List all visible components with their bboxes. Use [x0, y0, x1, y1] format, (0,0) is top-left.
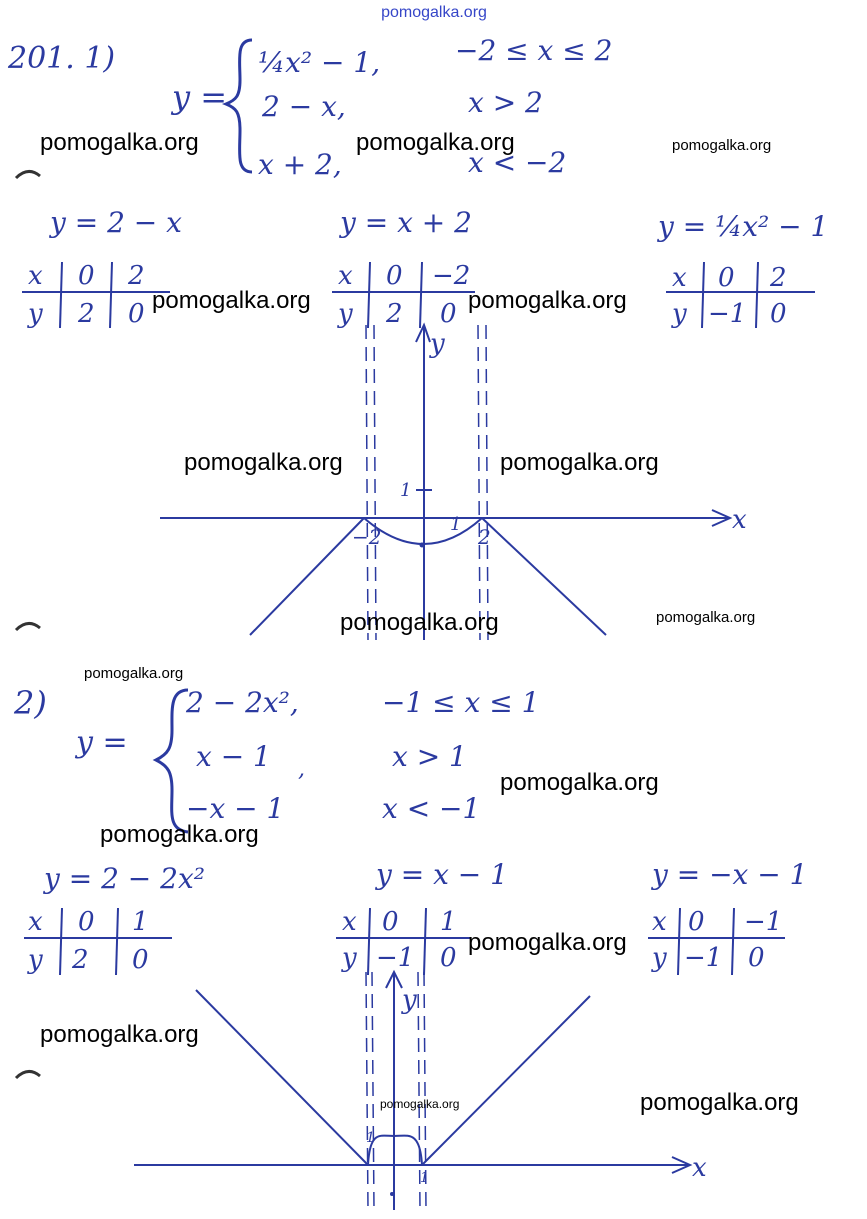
punch-mark	[16, 623, 40, 630]
tick-x-1: 1	[420, 1170, 429, 1186]
problem-2-label: 2)	[14, 684, 47, 722]
problem-1-case2-cond: x > 2	[468, 86, 543, 119]
problem-2-table-3	[648, 858, 807, 975]
tick-x-1: 1	[450, 514, 462, 535]
problem-1-graph	[160, 325, 747, 640]
problem-1-y-eq: y =	[172, 78, 228, 116]
table-cell: y	[28, 299, 43, 329]
table-cell: y	[28, 945, 43, 975]
table-cell: 0	[440, 299, 457, 329]
problem-1-case3: x + 2,	[258, 148, 342, 181]
table-cell: 0	[128, 299, 145, 329]
problem-2-case1-cond: −1 ≤ x ≤ 1	[382, 686, 540, 719]
watermark: pomogalka.org	[468, 287, 627, 314]
problem-2-case1: 2 − 2x²,	[186, 686, 299, 719]
table-title: y = ¼x² − 1	[658, 210, 829, 243]
problem-1-table-2	[332, 206, 475, 329]
problem-2-table-2	[336, 858, 508, 975]
table-cell: x	[28, 261, 43, 291]
table-cell: −1	[376, 943, 415, 973]
table-cell: 0	[382, 907, 399, 937]
table-cell: y	[672, 299, 687, 329]
problem-1-case1-cond: −2 ≤ x ≤ 2	[455, 34, 613, 67]
problem-1-brace	[226, 40, 252, 172]
watermark: pomogalka.org	[380, 1097, 460, 1111]
table-cell: 2	[72, 945, 89, 975]
table-cell: −1	[744, 907, 783, 937]
watermark: pomogalka.org	[100, 821, 259, 848]
table-cell: −1	[684, 943, 723, 973]
watermark: pomogalka.org	[184, 449, 343, 476]
table-cell: 2	[770, 263, 787, 293]
problem-2-table-1	[24, 862, 205, 975]
table-cell: 0	[748, 943, 765, 973]
header-watermark: pomogalka.org	[381, 4, 487, 21]
tick-y-1: 1	[366, 1130, 375, 1146]
table-cell: x	[28, 907, 43, 937]
watermark: pomogalka.org	[500, 449, 659, 476]
table-cell: 1	[132, 907, 149, 937]
x-axis-label: x	[692, 1153, 707, 1183]
table-cell: x	[342, 907, 357, 937]
tick-x-m2: −2	[352, 525, 382, 549]
watermark: pomogalka.org	[656, 609, 756, 626]
table-cell: 0	[688, 907, 705, 937]
problem-2	[13, 684, 807, 1210]
x-axis-label: x	[732, 505, 747, 535]
table-cell: 0	[78, 261, 95, 291]
table-cell: 2	[128, 261, 145, 291]
y-axis-label: y	[430, 329, 445, 359]
svg-text:,: ,	[298, 757, 305, 782]
punch-mark	[16, 171, 40, 178]
table-cell: 0	[718, 263, 735, 293]
watermark: pomogalka.org	[468, 929, 627, 956]
table-cell: x	[652, 907, 667, 937]
watermark: pomogalka.org	[152, 287, 311, 314]
punch-mark	[16, 1071, 40, 1078]
table-title: y = x + 2	[340, 206, 472, 239]
problem-2-case3: −x − 1	[186, 792, 285, 825]
watermark: pomogalka.org	[84, 665, 184, 682]
table-cell: 0	[78, 907, 95, 937]
table-cell: −1	[708, 299, 747, 329]
table-cell: 2	[78, 299, 95, 329]
table-cell: 0	[440, 943, 457, 973]
line-2-minus-x	[482, 518, 606, 635]
table-cell: 2	[386, 299, 403, 329]
problem-2-case2-cond: x > 1	[392, 740, 467, 773]
table-title: y = 2 − x	[50, 206, 182, 239]
problem-1-table-3	[656, 210, 828, 329]
problem-1-case2: 2 − x,	[262, 90, 346, 123]
problem-2-brace	[156, 690, 188, 832]
problem-1	[7, 34, 828, 640]
table-cell: y	[342, 943, 357, 973]
table-cell: x	[672, 263, 687, 293]
table-cell: x	[338, 261, 353, 291]
line-minus-x-minus-1	[196, 990, 368, 1165]
table-cell: y	[652, 943, 667, 973]
line-x-minus-1	[422, 996, 590, 1165]
table-cell: y	[338, 299, 353, 329]
table-cell: −2	[432, 261, 471, 291]
problem-1-case3-cond: x < −2	[468, 146, 567, 179]
table-cell: 1	[440, 907, 457, 937]
table-cell: 0	[132, 945, 149, 975]
watermark: pomogalka.org	[40, 129, 199, 156]
problem-1-label: 201. 1)	[8, 41, 116, 76]
table-title: y = −x − 1	[652, 858, 808, 891]
table-title: y = x − 1	[376, 858, 508, 891]
problem-2-graph	[134, 972, 707, 1210]
watermark: pomogalka.org	[672, 137, 772, 154]
problem-2-y-eq: y =	[76, 725, 128, 760]
problem-2-case3-cond: x < −1	[382, 792, 481, 825]
table-cell: 0	[770, 299, 787, 329]
tick-x-2: 2	[478, 525, 491, 549]
problem-1-case1: ¼x² − 1,	[258, 46, 381, 79]
watermark: pomogalka.org	[340, 609, 499, 636]
y-axis-label: y	[402, 985, 417, 1015]
watermark: pomogalka.org	[500, 769, 659, 796]
watermark: pomogalka.org	[356, 129, 515, 156]
watermark: pomogalka.org	[640, 1089, 799, 1116]
tick-y-1: 1	[400, 480, 412, 501]
problem-2-case2: x − 1	[196, 740, 271, 773]
table-cell: 0	[386, 261, 403, 291]
watermark: pomogalka.org	[40, 1021, 199, 1048]
table-title: y = 2 − 2x²	[44, 862, 205, 895]
